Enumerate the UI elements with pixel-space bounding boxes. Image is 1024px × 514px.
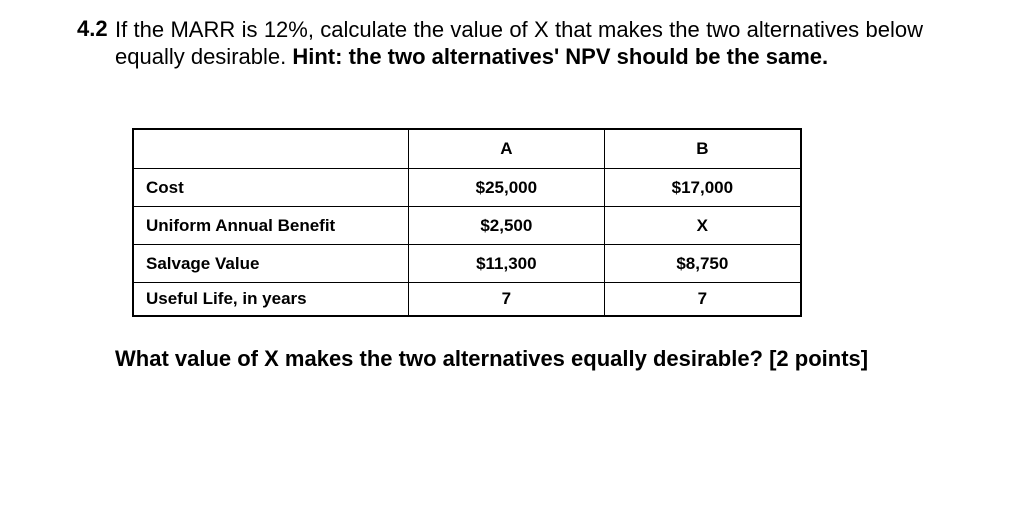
cell-salvage-value-b: $8,750 bbox=[604, 245, 801, 283]
cell-useful-life-a: 7 bbox=[409, 283, 605, 317]
table-row bbox=[133, 169, 801, 207]
question-number: 4.2 bbox=[77, 16, 108, 41]
table-row bbox=[133, 245, 801, 283]
question-text bbox=[115, 16, 923, 70]
header-alternative-b: B bbox=[604, 129, 801, 169]
cell-cost-a: $25,000 bbox=[409, 169, 605, 207]
followup-question: What value of X makes the two alternatives equally desirable? [2 points] bbox=[115, 346, 869, 371]
row-label-useful-life: Useful Life, in years bbox=[133, 283, 409, 317]
cell-cost-b: $17,000 bbox=[604, 169, 801, 207]
row-label-cost: Cost bbox=[133, 169, 409, 207]
question-body: If the MARR is 12%, calculate the value of X that makes the two alternatives below equally desirable. bbox=[115, 17, 923, 69]
table-header-row bbox=[133, 129, 801, 169]
row-label-annual-benefit: Uniform Annual Benefit bbox=[133, 207, 409, 245]
question-hint: Hint: the two alternatives' NPV should be the same. bbox=[292, 44, 829, 69]
cell-useful-life-b: 7 bbox=[604, 283, 801, 317]
alternatives-table bbox=[132, 128, 802, 317]
header-blank bbox=[133, 129, 409, 169]
table-row bbox=[133, 207, 801, 245]
cell-annual-benefit-a: $2,500 bbox=[409, 207, 605, 245]
cell-salvage-value-a: $11,300 bbox=[409, 245, 605, 283]
header-alternative-a: A bbox=[409, 129, 605, 169]
table-row bbox=[133, 283, 801, 317]
cell-annual-benefit-b: X bbox=[604, 207, 801, 245]
row-label-salvage-value: Salvage Value bbox=[133, 245, 409, 283]
